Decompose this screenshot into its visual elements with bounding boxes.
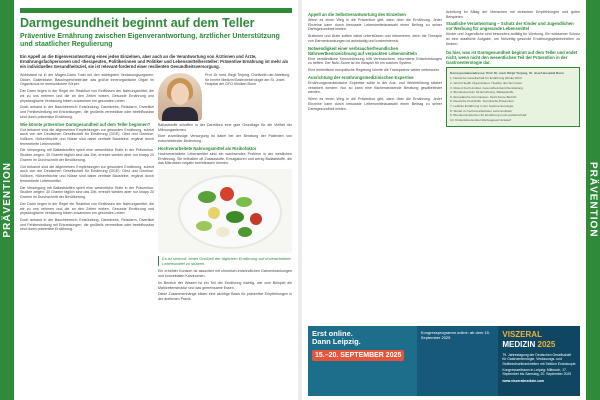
paragraph: Ballaststoffe schaffen in der Darmflora eine gute Grundlage für die Vielfalt der Mikroorganismen. [158,122,292,132]
ad-title-year: 2025 [537,340,556,350]
reference-item: 10. Kinderlebensmittel-Werbegesetz Entwurf [450,117,512,122]
section-tab-left [0,0,14,400]
left-page [0,0,298,400]
congress-advertisement[interactable] [308,326,580,396]
contact-info: Korrespondenzadresse: Prof. Dr. med. Birgit Terjung, St. Josef-Hospital Bonn [450,71,564,76]
article-subtitle: Präventive Ernährung zwischen Eigenverantwortung, ärztlicher Unterstützung und staatlicher Regulierung [20,32,280,49]
right-column-2 [446,10,580,127]
paragraph: Wenn es einen Weg in die Prävention gibt, dann über die Ernährung. Jeder Einzelne kann durch bewusste Lebensmittelauswahl einen Beitrag zu seiner Darmgesundheit leisten. [308,97,442,111]
reference-item: 9. Bundesministerium für Ernährung und Landwirtschaft [450,113,527,118]
paragraph: Eine einheitliche europäische Regelung könnte die Transparenz weiter verbessern. [308,68,441,73]
reference-item: 4. Bundeszentrum für Ernährung. Ballaststoffe [450,90,514,95]
section-heading: Ausrichtung der ernährungsmedizinischen Expertise [308,74,414,80]
section-heading: Hochverarbeitete Nahrungsmittel als Risikofaktor [158,145,257,151]
paragraph: Gut bekannt sind die allgemeinen Empfehlungen zur gesunden Ernährung, zuletzt auch von der Deutschen Gesellschaft für Ernährung (DGE). Obst und Gemüse, Vollkorn, Hülsenfrüchte und Nüsse sind dabei zentrale Bausteine, ergänzt durch fermentierte Lebensmittel. [20,164,154,183]
left-column-1 [20,73,154,304]
reference-item: 5. Europäische Kommission. Nutri-Score Bericht [450,94,517,99]
section-tab-label: PRÄVENTION [587,162,599,238]
left-column-2 [158,73,292,304]
ad-title-part: VISZERAL [502,330,542,339]
references-box [446,67,580,126]
ad-dates-info: Kongresszeitraum in Leipzig: Mittwoch, 17. September bis Samstag, 20. September 2025 [502,368,572,377]
section-tab-right [586,0,600,400]
reference-item: 3. Robert Koch-Institut. Gesundheitsberichterstattung [450,85,523,90]
paragraph: Der Darm liegen in der Regel ein Reaktion von Einflüssen der Nahrungsmittel, die wir zu uns nehmen und die an den Zellen wirken. Gesunde Ernährung und physiologische Verdauung bilden zusammen ein gesundes Leben. [20,201,154,216]
right-columns [308,10,580,127]
highlight-statement: Da hier, was ist Darmgesundheit beginnt auf dem Teller und endet nicht, wenn nicht den wesentlichen Teil der Prävention in der Gastroenterologie dar. [446,49,578,66]
author-caption: Prof. Dr. med. Birgit Terjung, Chefärztin der Abteilung für Innere Medizin/Gastroenterologie am St. Josef-Hospital der GFO Kliniken Bonn [205,72,290,87]
ad-program-info: Kongressprogramm online: ab dem 15. September 2025 [420,330,490,341]
paragraph: Eine verständliche Kennzeichnung hilft Verbrauchern, informierte Entscheidungen zu treffen. Der Nutri-Score ist ein Beispiel für ein solches System. [308,56,442,66]
ad-date-badge: 15.–20. SEPTEMBER 2025 [312,350,404,361]
quote-text: Es ist sinnvoll, einen Großteil der täglichen Ernährung auf unverarbeitete Lebensmittel zu stützen. [162,256,291,267]
paragraph: Kinder und Jugendliche sind besonders anfällig für Werbung. Ein wirksamer Schutz ist eine staatliche Aufgabe, um frühzeitig gesunde Ernährungsgewohnheiten zu fördern. [446,32,580,46]
author-box [158,73,292,121]
paragraph: Ein erhöhter Konsum ist assoziiert mit chronisch-entzündlichen Darmerkrankungen und kolorektalen Karzinomen. [158,269,292,279]
left-content [20,0,292,400]
salad-bowl-image [158,169,292,253]
reference-item: 7. Leitlinie Ernährung in der Gastroenterologie [450,104,514,109]
section-heading: Staatliche Verantwortung – Schutz der Kinder und Jugendlichen vor Werbung für ungesunde Lebensmittel [446,21,574,32]
right-page [302,0,600,400]
right-column-1 [308,10,442,127]
reference-list [450,76,576,122]
section-tab-label: PRÄVENTION [1,162,13,238]
article-title: Darmgesundheit beginnt auf dem Teller [20,16,255,30]
section-heading: Wie könnte präventive Darmgesundheit auf dem Teller beginnen? [20,121,151,127]
paragraph: Eine zuverlässige Versorgung ist dabei bei der Beratung der Patienten von entscheidender Bedeutung. [158,134,292,144]
ad-right-panel [498,326,580,396]
pull-quote [158,256,292,266]
reference-item: 2. World Health Organization. Healthy diet fact sheet [450,81,522,86]
paragraph: Der Darm liegen in der Regel ein Reaktion von Einflüssen der Nahrungsmittel, die wir zu uns nehmen und die an den Zellen wirken. Gesunde Ernährung und physiologische Verdauung bilden zusammen ein gesundes Leben. [20,89,154,103]
paragraph: Diese Zusammenhänge bilden eine wichtige Basis für präventive Empfehlungen in der ärztlichen Praxis. [158,292,292,302]
paragraph: Wohlstand ist in der Magen-Darm Trakt mit den wichtigsten Verdauungsorganen. Dicker, Gallenblase, Bauchspeicheldrüse: das größte innerorganische Organ im Organismus im menschlichen Körper. [20,72,154,87]
reference-item: 1. Deutsche Gesellschaft für Ernährung (DGE) 2024 [450,76,522,81]
paragraph: Hochverarbeitete Lebensmittel sind ein wachsendes Problem in der westlichen Ernährung. Sie enthalten oft Zusatzstoffe, Emulgatoren und wenig Ballaststoffe, die das Mikrobiom negativ beeinflussen können. [158,151,292,166]
ad-line-2: Dann Leipzig. [312,337,361,347]
paragraph: Wenn es einen Weg in die Prävention gibt, dann über die Ernährung. Jeder Einzelne kann durch bewusste Lebensmittelauswahl einen Beitrag zu seiner Darmgesundheit leisten. [308,18,442,32]
paragraph: Ärztinnen und Ärzte sollten dabei unterstützen und informieren, denn die Therapie von Darmerkrankungen ist aufwändig und kostenintensiv. [308,34,442,43]
header-bar [20,8,292,13]
left-columns [20,73,292,304]
paragraph: Ernährungsmedizinische Expertise sollte in der Aus- und Weiterbildung stärker verankert werden. Nur so kann eine flächendeckende Beratung gewährleistet werden. [308,80,442,95]
ad-left-panel [308,326,417,396]
ad-title-part: MEDIZIN [502,340,536,350]
reference-item: 6. Deutsche Krebshilfe. Darmkrebs-Prävention [450,99,514,104]
section-heading: Appell an die Selbstverantwortung des Einzelnen [308,12,406,17]
ad-mid-panel [417,326,499,396]
ad-congress-title [502,330,576,351]
paragraph: Doch anhand in der Bauchbereich: Entzündung, Darmkrebs, Reizdarm, Divertikel und Fehlbesiedlung mit Erkrankungen, die großteils vermeidbar oder beeinflussbar sind durch präventive Ernährung. [20,217,154,232]
paragraph: Anleitung im Alltag der Menschen mit einfachen Empfehlungen und guten Beispielen. [446,10,580,19]
article-intro: Ein Appell an die Eigenverantwortung eines jeden Einzelnen, aber auch an die Verantwortung von Ärztinnen und Ärzte, Ernährungsfachpersonen und -therapeuten, Politikerinnen und Politiker und Lebensmittelhersteller: Präventive Ernährung ist mehr als ein individuelles Gesundheitsziel, sie ist relevant-fordernd einer resilienten Gesundheitsversorgung. [20,53,289,70]
paragraph: Die Versorgung mit Ballaststoffen spielt eine wesentliche Rolle in der Prävention. Studien zeigen: 30 Gramm täglich sind das Ziel, erreicht werden aber nur knapp 20 Gramm im Durchschnitt der Bevölkerung. [20,185,154,200]
author-portrait [158,73,202,121]
ad-website-link[interactable]: www.viszeralmedizin.com [502,378,545,383]
reference-item: 8. Studie zu hochverarbeiteten Lebensmitteln [450,108,513,113]
paragraph: Die Versorgung mit Ballaststoffen spielt eine wesentliche Rolle in der Prävention. Studien zeigen: 30 Gramm täglich sind das Ziel, erreicht werden aber nur knapp 20 Gramm im Durchschnitt der Bevölkerung. [20,148,154,162]
ad-description: 79. Jahrestagung der Deutschen Gesellschaft für Gastroenterologie, Verdauungs- und Stoffwechselkrankheiten mit Sektion Endoskopie [502,352,576,366]
section-heading: Notwendigkeit einer verbraucherfreundlichen Nährwertkennzeichnung auf verpackten Lebensmitteln [308,45,417,56]
paragraph: Gut bekannt sind die allgemeinen Empfehlungen zur gesunden Ernährung, zuletzt auch von der Deutschen Gesellschaft für Ernährung (DGE). Obst und Gemüse, Vollkorn, Hülsenfrüchte und Nüsse sind dabei zentrale Bausteine, ergänzt durch fermentierte Lebensmittel. [20,127,154,146]
paragraph: Im Bereich der Wissen ist ein Teil der Ernährung wichtig, wie zum Beispiel die Mahlzeitenstruktur und das gemeinsame Essen. [158,280,292,290]
ad-line-1: Erst online. [312,329,353,338]
paragraph: Doch anhand in der Bauchbereich: Entzündung, Darmkrebs, Reizdarm, Divertikel und Fehlbesiedlung mit Erkrankungen, die großteils vermeidbar oder beeinflussbar sind durch präventive Ernährung. [20,105,154,119]
